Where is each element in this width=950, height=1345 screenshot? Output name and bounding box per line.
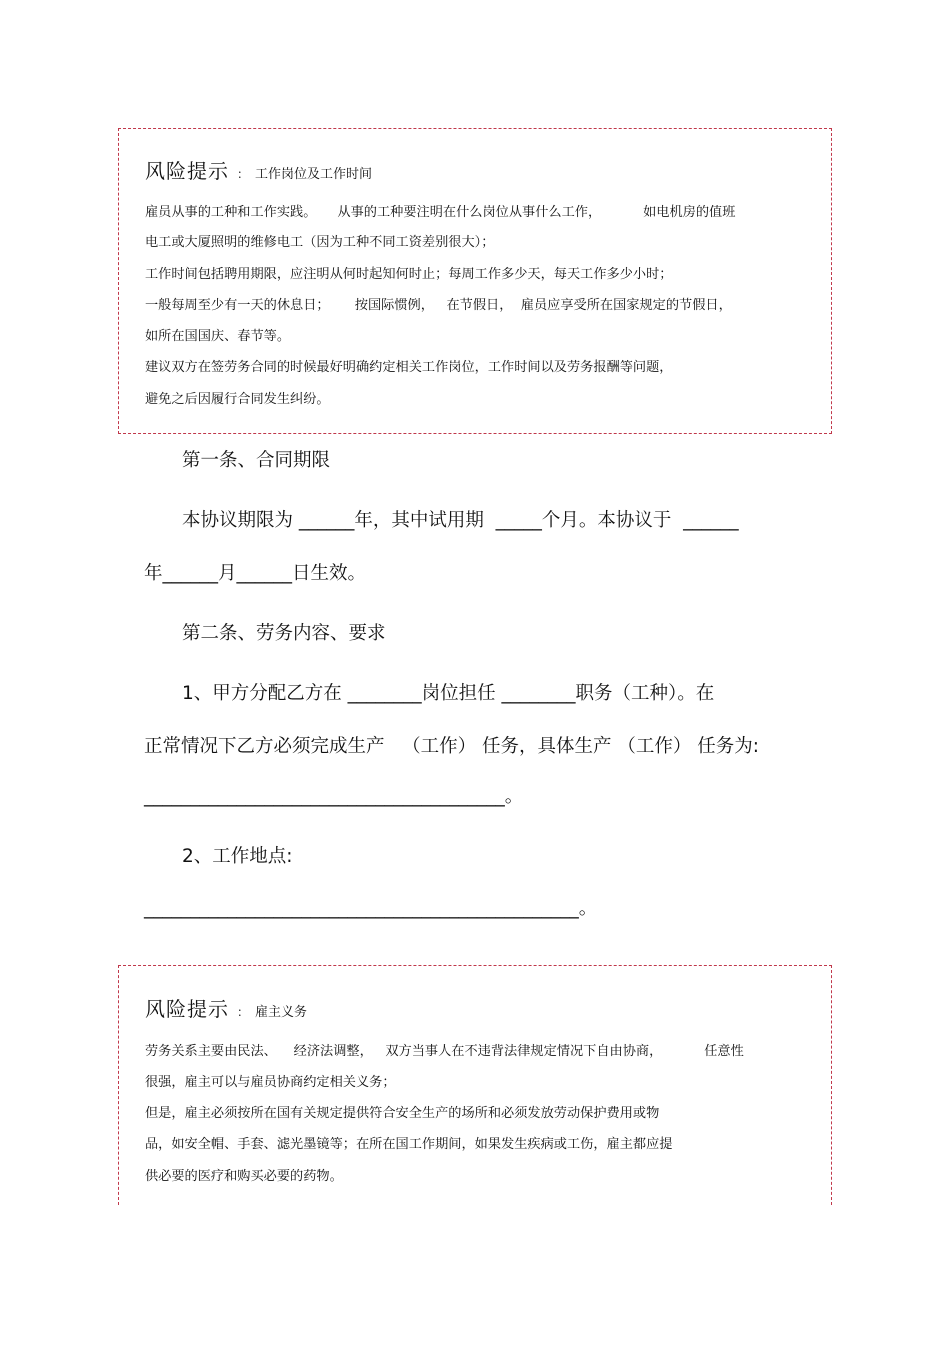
- risk-notice-label: 风险提示: [145, 997, 229, 1021]
- article-2-position-line: 1、甲方分配乙方在 ________岗位担任 ________职务（工种）。在: [182, 683, 715, 704]
- risk-notice-box-2: [118, 965, 832, 1205]
- risk-notice-separator: ：: [237, 167, 250, 181]
- risk-notice-line: 避免之后因履行合同发生纠纷。: [145, 392, 330, 407]
- risk-notice-line: 但是，雇主必须按所在国有关规定提供符合安全生产的场所和必须发放劳动保护费用或物: [145, 1106, 660, 1121]
- article-2-task-line: 正常情况下乙方必须完成生产 （工作） 任务，具体生产 （工作） 任务为:: [144, 736, 760, 757]
- risk-notice-label: 风险提示: [145, 159, 229, 183]
- article-2-task-blank: _______________________________________。: [144, 786, 524, 807]
- risk-notice-topic: 雇主义务: [255, 1005, 308, 1020]
- risk-notice-line: 品，如安全帽、手套、滤光墨镜等；在所在国工作期间，如果发生疾病或工伤，雇主都应提: [145, 1137, 673, 1152]
- article-1-effective-date: 年______月______日生效。: [144, 563, 367, 584]
- risk-notice-line: 供必要的医疗和购买必要的药物。: [145, 1169, 343, 1184]
- risk-notice-line: 如所在国国庆、春节等。: [145, 329, 291, 344]
- risk-notice-line: 工作时间包括聘用期限，应注明从何时起知何时止；每周工作多少天，每天工作多少小时；: [145, 267, 673, 282]
- risk-notice-line: 一般每周至少有一天的休息日； 按国际惯例， 在节假日， 雇员应享受所在国家规定的节假日，: [145, 298, 732, 313]
- article-1-title: 第一条、合同期限: [182, 450, 331, 471]
- article-2-workplace-label: 2、工作地点:: [182, 846, 293, 867]
- article-1-term-line: 本协议期限为 ______年，其中试用期 _____个月。本协议于 ______: [182, 510, 739, 531]
- risk-notice-heading: [145, 155, 372, 184]
- risk-notice-separator: ：: [237, 1005, 250, 1019]
- article-2-workplace-blank: _______________________________________________。: [144, 898, 598, 919]
- risk-notice-topic: 工作岗位及工作时间: [255, 167, 373, 182]
- risk-notice-line: 很强，雇主可以与雇员协商约定相关义务；: [145, 1075, 396, 1090]
- risk-notice-line: 雇员从事的工种和工作实践。 从事的工种要注明在什么岗位从事什么工作， 如电机房的值班: [145, 205, 736, 220]
- risk-notice-line: 建议双方在签劳务合同的时候最好明确约定相关工作岗位，工作时间以及劳务报酬等问题，: [145, 360, 673, 375]
- article-2-title: 第二条、劳务内容、要求: [182, 623, 386, 644]
- risk-notice-line: 电工或大厦照明的维修电工（因为工种不同工资差别很大）；: [145, 235, 495, 250]
- risk-notice-line: 劳务关系主要由民法、 经济法调整， 双方当事人在不违背法律规定情况下自由协商， 任意性: [145, 1044, 744, 1059]
- risk-notice-heading: [145, 993, 307, 1022]
- risk-notice-box-1: [118, 128, 832, 434]
